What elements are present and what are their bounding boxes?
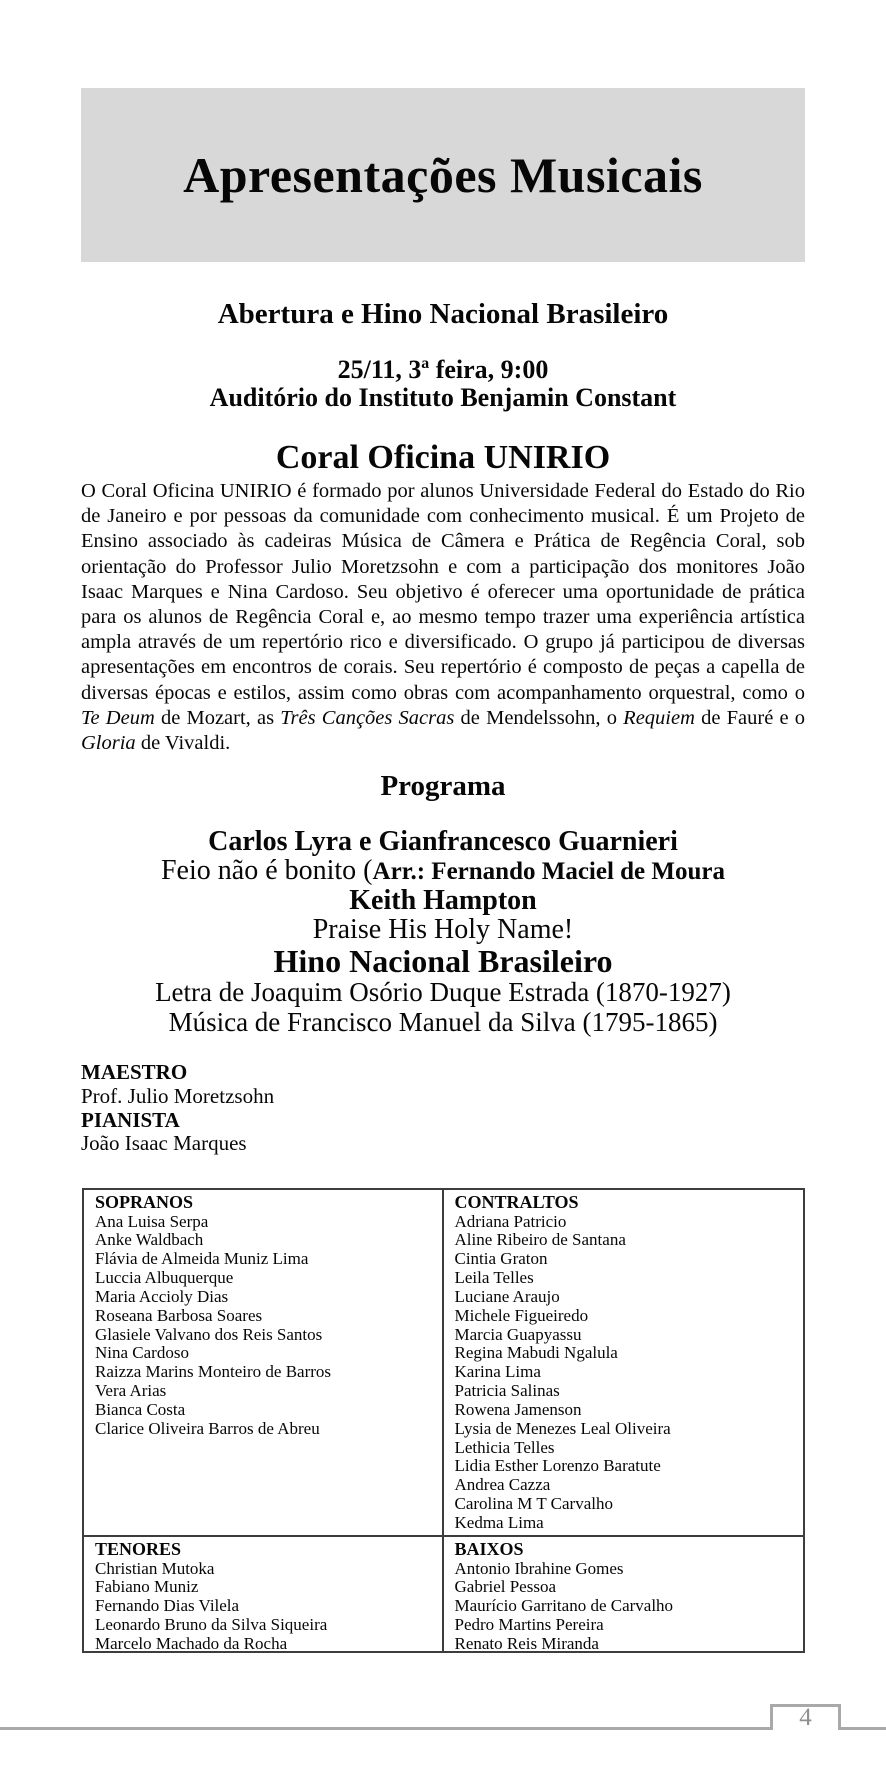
- program-list: [81, 827, 805, 1037]
- page-number: 4: [799, 1704, 812, 1731]
- singer-name: Fernando Dias Vilela: [95, 1596, 240, 1616]
- singer-name: Luciane Araujo: [454, 1286, 560, 1306]
- text-run: Hino Nacional Brasileiro: [273, 943, 613, 979]
- staff-name: Prof. Julio Moretzsohn: [81, 1083, 275, 1108]
- text-run: Carlos Lyra e Gianfrancesco Guarnieri: [208, 826, 678, 857]
- text-run: Requiem: [623, 706, 695, 729]
- program-heading: Programa: [380, 770, 506, 802]
- program-line: [81, 978, 805, 1008]
- text-run: Três Canções Sacras: [280, 706, 455, 729]
- singer-name: Lysia de Menezes Leal Oliveira: [454, 1418, 671, 1438]
- singer-name: Rowena Jamenson: [454, 1399, 582, 1419]
- program-line: [81, 944, 805, 978]
- program-line: [81, 915, 805, 944]
- singer-name: Flávia de Almeida Muniz Lima: [95, 1249, 309, 1269]
- singer-name: Ana Luisa Serpa: [95, 1211, 209, 1231]
- voice-section-cell: [84, 1537, 444, 1651]
- singer-name: Christian Mutoka: [95, 1558, 215, 1578]
- singer-name: Adriana Patricio: [454, 1211, 567, 1231]
- voice-section-cell: [84, 1190, 444, 1537]
- text-run: de Mozart, as: [154, 706, 281, 729]
- singer-name: Aline Ribeiro de Santana: [454, 1230, 626, 1250]
- text-run: Música de Francisco Manuel da Silva (1795-1865): [168, 1006, 718, 1037]
- staff-name: João Isaac Marques: [81, 1131, 247, 1156]
- singer-name: Vera Arias: [95, 1381, 167, 1401]
- singer-name: Marcelo Machado da Rocha: [95, 1633, 288, 1651]
- text-run: Gloria: [81, 732, 136, 755]
- voice-section-cell: [444, 1190, 804, 1537]
- singer-name: Maurício Garritano de Carvalho: [454, 1596, 674, 1616]
- voice-section-header: TENORES: [95, 1539, 182, 1559]
- singer-name: Michele Figueiredo: [454, 1305, 589, 1325]
- singer-name: Roseana Barbosa Soares: [95, 1305, 263, 1325]
- text-run: O Coral Oficina UNIRIO é formado por alunos Universidade Federal do Estado do Rio de Janeiro e por pessoas da comunidade com conhecimento musical. É um Projeto de Ensino associado às cadeiras Música de Câmera e Prática de Regência Coral, sob orientação do Professor Julio Moretzsohn e com a participação dos monitores João Isaac Marques e Nina Cardoso. Seu objetivo é oferecer uma oportunidade de prática para os alunos de Regência Coral e, ao mesmo tempo trazer uma experiência artística ampla através de um repertório rico e diversificado. O grupo já participou de diversas apresentações em encontros de corais. Seu repertório é composto de peças a capella de diversas épocas e estilos, assim como obras com acompanhamento orquestral, como o: [81, 480, 805, 704]
- singer-name: Patricia Salinas: [454, 1381, 560, 1401]
- singer-name: Nina Cardoso: [95, 1343, 189, 1363]
- staff-role: MAESTRO: [81, 1060, 188, 1084]
- singer-name: Carolina M T Carvalho: [454, 1494, 613, 1514]
- singer-name: Marcia Guapyassu: [454, 1324, 582, 1344]
- singer-name: Leila Telles: [454, 1268, 534, 1288]
- event-datetime: 25/11, 3ª feira, 9:00: [337, 355, 549, 384]
- singer-name: Renato Reis Miranda: [454, 1633, 599, 1651]
- choir-heading: Coral Oficina UNIRIO: [275, 439, 611, 476]
- singer-name: Gabriel Pessoa: [454, 1577, 557, 1597]
- singer-name: Raizza Marins Monteiro de Barros: [95, 1362, 332, 1382]
- text-run: Letra de Joaquim Osório Duque Estrada (1870-1927): [155, 977, 731, 1007]
- footer-rule-right: [841, 1727, 886, 1730]
- singer-name: Pedro Martins Pereira: [454, 1615, 604, 1635]
- voice-section-header: BAIXOS: [454, 1539, 524, 1559]
- singer-name: Glasiele Valvano dos Reis Santos: [95, 1324, 323, 1344]
- event-venue: Auditório do Instituto Benjamin Constant: [209, 383, 677, 412]
- singer-name: Lethicia Telles: [454, 1437, 555, 1457]
- program-line: [81, 827, 805, 856]
- text-run: Te Deum: [81, 706, 155, 729]
- voice-section-header: CONTRALTOS: [454, 1192, 579, 1212]
- program-line: [81, 856, 805, 886]
- singer-name: Clarice Oliveira Barros de Abreu: [95, 1418, 320, 1438]
- staff-role: PIANISTA: [81, 1107, 180, 1132]
- text-run: de Vivaldi.: [135, 732, 231, 755]
- text-run: Keith Hampton: [349, 885, 537, 916]
- page-number-tab: [770, 1704, 841, 1730]
- text-run: Feio não é bonito (: [160, 855, 373, 886]
- text-run: de Mendelssohn, o: [454, 706, 624, 729]
- text-run: Arr.: Fernando Maciel de Moura: [372, 858, 725, 885]
- singer-name: Cintia Graton: [454, 1249, 548, 1269]
- program-line: [81, 1008, 805, 1038]
- singer-name: Antonio Ibrahine Gomes: [454, 1558, 624, 1578]
- singer-name: Anke Waldbach: [95, 1230, 204, 1250]
- singer-name: Lidia Esther Lorenzo Baratute: [454, 1456, 661, 1476]
- choir-description: [81, 479, 805, 756]
- event-heading: Abertura e Hino Nacional Brasileiro: [217, 298, 669, 330]
- singer-name: Maria Accioly Dias: [95, 1286, 229, 1306]
- singer-name: Luccia Albuquerque: [95, 1268, 234, 1288]
- footer-rule-left: [0, 1727, 770, 1730]
- singer-name: Fabiano Muniz: [95, 1577, 199, 1597]
- text-run: Praise His Holy Name!: [312, 914, 574, 945]
- singer-name: Regina Mabudi Ngalula: [454, 1343, 618, 1363]
- text-run: de Fauré e o: [694, 706, 806, 729]
- singer-name: Karina Lima: [454, 1362, 541, 1382]
- staff-block: [81, 1061, 274, 1156]
- singer-name: Kedma Lima: [454, 1513, 544, 1532]
- program-line: [81, 886, 805, 915]
- header-banner: [81, 88, 805, 262]
- singer-name: Bianca Costa: [95, 1399, 186, 1419]
- singers-table: [82, 1188, 805, 1653]
- singer-name: Andrea Cazza: [454, 1475, 551, 1495]
- singer-name: Leonardo Bruno da Silva Siqueira: [95, 1615, 328, 1635]
- page-title: Apresentações Musicais: [183, 147, 703, 203]
- voice-section-header: SOPRANOS: [95, 1192, 194, 1212]
- voice-section-cell: [444, 1537, 804, 1651]
